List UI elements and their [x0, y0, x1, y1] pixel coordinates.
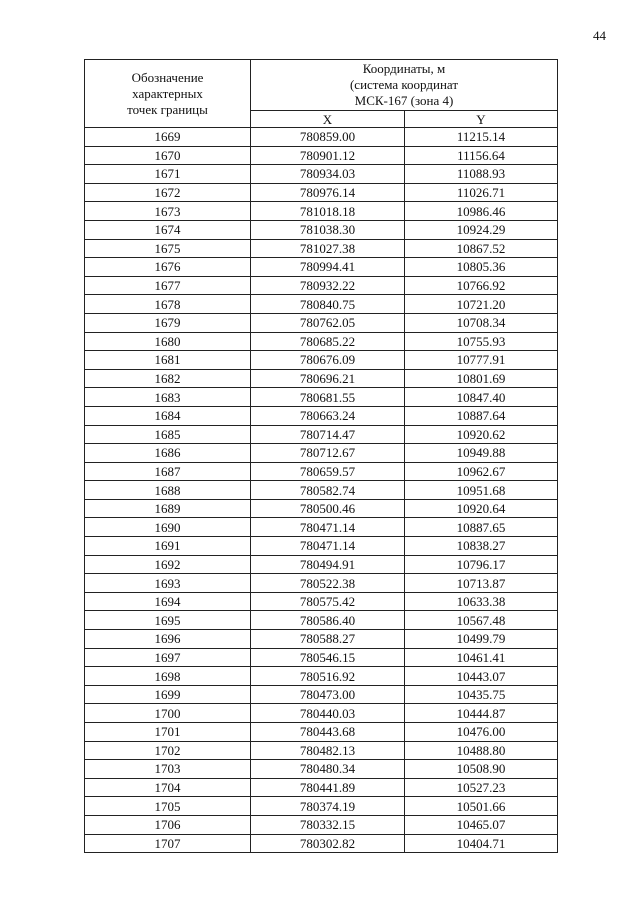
- point-number-cell: 1691: [85, 537, 251, 556]
- x-coordinate-cell: 780482.13: [251, 741, 405, 760]
- header-line: точек границы: [127, 101, 208, 117]
- table-row: [85, 723, 558, 742]
- x-coordinate-cell: 780302.82: [251, 834, 405, 853]
- point-number-cell: 1695: [85, 611, 251, 630]
- point-number-cell: 1681: [85, 351, 251, 370]
- table-row: [85, 778, 558, 797]
- y-coordinate-cell: 10962.67: [405, 462, 558, 481]
- x-coordinate-cell: 780696.21: [251, 369, 405, 388]
- x-coordinate-cell: 780663.24: [251, 406, 405, 425]
- table-row: [85, 165, 558, 184]
- point-number-cell: 1687: [85, 462, 251, 481]
- table-row: [85, 834, 558, 853]
- point-number-cell: 1670: [85, 146, 251, 165]
- y-coordinate-cell: 10755.93: [405, 332, 558, 351]
- x-coordinate-cell: 780516.92: [251, 667, 405, 686]
- header-row: [85, 60, 558, 111]
- y-coordinate-cell: 11088.93: [405, 165, 558, 184]
- x-coordinate-cell: 780494.91: [251, 555, 405, 574]
- y-column-header: Y: [405, 111, 558, 128]
- table-row: [85, 128, 558, 147]
- point-number-cell: 1692: [85, 555, 251, 574]
- x-coordinate-cell: 780480.34: [251, 760, 405, 779]
- x-coordinate-cell: 780586.40: [251, 611, 405, 630]
- x-coordinate-cell: 780332.15: [251, 815, 405, 834]
- point-number-cell: 1705: [85, 797, 251, 816]
- y-coordinate-cell: 10920.64: [405, 499, 558, 518]
- point-number-cell: 1696: [85, 630, 251, 649]
- y-coordinate-cell: 11026.71: [405, 183, 558, 202]
- point-number-cell: 1685: [85, 425, 251, 444]
- header-line: Обозначение: [131, 69, 204, 85]
- point-number-cell: 1704: [85, 778, 251, 797]
- x-column-header: X: [251, 111, 405, 128]
- table-row: [85, 220, 558, 239]
- table-row: [85, 369, 558, 388]
- point-number-cell: 1697: [85, 648, 251, 667]
- point-number-cell: 1676: [85, 258, 251, 277]
- table-row: [85, 481, 558, 500]
- point-number-cell: 1698: [85, 667, 251, 686]
- table-row: [85, 667, 558, 686]
- table-row: [85, 611, 558, 630]
- table-row: [85, 351, 558, 370]
- y-coordinate-cell: 10847.40: [405, 388, 558, 407]
- x-coordinate-cell: 780659.57: [251, 462, 405, 481]
- y-coordinate-cell: 10465.07: [405, 815, 558, 834]
- y-coordinate-cell: 10461.41: [405, 648, 558, 667]
- table-row: [85, 313, 558, 332]
- x-coordinate-cell: 780443.68: [251, 723, 405, 742]
- table-row: [85, 797, 558, 816]
- x-coordinate-cell: 780934.03: [251, 165, 405, 184]
- point-number-cell: 1673: [85, 202, 251, 221]
- table-row: [85, 592, 558, 611]
- table-row: [85, 444, 558, 463]
- y-coordinate-cell: 10443.07: [405, 667, 558, 686]
- y-coordinate-cell: 10567.48: [405, 611, 558, 630]
- header-line: характерных: [132, 85, 203, 101]
- point-number-cell: 1694: [85, 592, 251, 611]
- point-number-cell: 1684: [85, 406, 251, 425]
- point-number-cell: 1674: [85, 220, 251, 239]
- x-coordinate-cell: 781027.38: [251, 239, 405, 258]
- y-coordinate-cell: 10796.17: [405, 555, 558, 574]
- x-coordinate-cell: 780976.14: [251, 183, 405, 202]
- table-row: [85, 815, 558, 834]
- table-row: [85, 518, 558, 537]
- y-coordinate-cell: 10435.75: [405, 685, 558, 704]
- x-coordinate-cell: 780712.67: [251, 444, 405, 463]
- y-coordinate-cell: 10527.23: [405, 778, 558, 797]
- point-number-cell: 1672: [85, 183, 251, 202]
- point-number-cell: 1702: [85, 741, 251, 760]
- x-coordinate-cell: 780575.42: [251, 592, 405, 611]
- x-coordinate-cell: 781018.18: [251, 202, 405, 221]
- point-number-cell: 1689: [85, 499, 251, 518]
- point-number-cell: 1679: [85, 313, 251, 332]
- point-number-cell: 1688: [85, 481, 251, 500]
- header-line: Координаты, м: [362, 61, 446, 76]
- point-number-cell: 1682: [85, 369, 251, 388]
- point-number-cell: 1675: [85, 239, 251, 258]
- table-row: [85, 630, 558, 649]
- table-body: [85, 128, 558, 853]
- x-coordinate-cell: 780522.38: [251, 574, 405, 593]
- table-row: [85, 332, 558, 351]
- table-row: [85, 537, 558, 556]
- x-coordinate-cell: 780685.22: [251, 332, 405, 351]
- y-coordinate-cell: 10924.29: [405, 220, 558, 239]
- table-row: [85, 239, 558, 258]
- point-number-cell: 1678: [85, 295, 251, 314]
- y-coordinate-cell: 10838.27: [405, 537, 558, 556]
- y-coordinate-cell: 10404.71: [405, 834, 558, 853]
- table-header: [85, 60, 558, 128]
- y-coordinate-cell: 11156.64: [405, 146, 558, 165]
- table-row: [85, 741, 558, 760]
- y-coordinate-cell: 10951.68: [405, 481, 558, 500]
- table-row: [85, 295, 558, 314]
- x-coordinate-cell: 780440.03: [251, 704, 405, 723]
- x-coordinate-cell: 780546.15: [251, 648, 405, 667]
- x-coordinate-cell: 780901.12: [251, 146, 405, 165]
- point-number-cell: 1680: [85, 332, 251, 351]
- x-coordinate-cell: 780473.00: [251, 685, 405, 704]
- point-number-cell: 1669: [85, 128, 251, 147]
- x-coordinate-cell: 780588.27: [251, 630, 405, 649]
- y-coordinate-cell: 10867.52: [405, 239, 558, 258]
- table-row: [85, 146, 558, 165]
- point-number-cell: 1693: [85, 574, 251, 593]
- point-number-cell: 1701: [85, 723, 251, 742]
- x-coordinate-cell: 780932.22: [251, 276, 405, 295]
- point-number-cell: 1699: [85, 685, 251, 704]
- table-row: [85, 406, 558, 425]
- table-row: [85, 685, 558, 704]
- x-coordinate-cell: 780441.89: [251, 778, 405, 797]
- table-row: [85, 704, 558, 723]
- y-coordinate-cell: 10508.90: [405, 760, 558, 779]
- header-line: МСК-167 (зона 4): [354, 93, 454, 108]
- x-coordinate-cell: 780582.74: [251, 481, 405, 500]
- y-coordinate-cell: 10713.87: [405, 574, 558, 593]
- table-row: [85, 760, 558, 779]
- table-row: [85, 574, 558, 593]
- y-coordinate-cell: 10805.36: [405, 258, 558, 277]
- x-coordinate-cell: 780471.14: [251, 518, 405, 537]
- coordinates-header: [251, 60, 558, 111]
- x-coordinate-cell: 780500.46: [251, 499, 405, 518]
- header-line: (система координат: [349, 77, 459, 92]
- y-coordinate-cell: 10501.66: [405, 797, 558, 816]
- x-coordinate-cell: 780762.05: [251, 313, 405, 332]
- point-designation-header: [85, 60, 251, 128]
- y-coordinate-cell: 10887.64: [405, 406, 558, 425]
- y-coordinate-cell: 10801.69: [405, 369, 558, 388]
- y-coordinate-cell: 10499.79: [405, 630, 558, 649]
- x-coordinate-cell: 780859.00: [251, 128, 405, 147]
- x-coordinate-cell: 780681.55: [251, 388, 405, 407]
- point-number-cell: 1677: [85, 276, 251, 295]
- table-row: [85, 276, 558, 295]
- y-coordinate-cell: 10633.38: [405, 592, 558, 611]
- point-number-cell: 1671: [85, 165, 251, 184]
- table-row: [85, 388, 558, 407]
- y-coordinate-cell: 10766.92: [405, 276, 558, 295]
- point-number-cell: 1703: [85, 760, 251, 779]
- table-row: [85, 555, 558, 574]
- table-row: [85, 462, 558, 481]
- x-coordinate-cell: 780374.19: [251, 797, 405, 816]
- y-coordinate-cell: 10777.91: [405, 351, 558, 370]
- table-row: [85, 258, 558, 277]
- point-number-cell: 1690: [85, 518, 251, 537]
- y-coordinate-cell: 10721.20: [405, 295, 558, 314]
- y-coordinate-cell: 11215.14: [405, 128, 558, 147]
- y-coordinate-cell: 10986.46: [405, 202, 558, 221]
- table-row: [85, 499, 558, 518]
- x-coordinate-cell: 780714.47: [251, 425, 405, 444]
- x-coordinate-cell: 780840.75: [251, 295, 405, 314]
- y-coordinate-cell: 10476.00: [405, 723, 558, 742]
- coordinates-table: [84, 59, 558, 853]
- point-number-cell: 1683: [85, 388, 251, 407]
- x-coordinate-cell: 780994.41: [251, 258, 405, 277]
- point-number-cell: 1706: [85, 815, 251, 834]
- table-row: [85, 425, 558, 444]
- y-coordinate-cell: 10488.80: [405, 741, 558, 760]
- y-coordinate-cell: 10920.62: [405, 425, 558, 444]
- y-coordinate-cell: 10444.87: [405, 704, 558, 723]
- table-row: [85, 183, 558, 202]
- point-number-cell: 1707: [85, 834, 251, 853]
- page-number: 44: [593, 28, 606, 43]
- y-coordinate-cell: 10887.65: [405, 518, 558, 537]
- table-row: [85, 202, 558, 221]
- x-coordinate-cell: 780676.09: [251, 351, 405, 370]
- y-coordinate-cell: 10708.34: [405, 313, 558, 332]
- x-coordinate-cell: 781038.30: [251, 220, 405, 239]
- point-number-cell: 1686: [85, 444, 251, 463]
- point-number-cell: 1700: [85, 704, 251, 723]
- x-coordinate-cell: 780471.14: [251, 537, 405, 556]
- table-row: [85, 648, 558, 667]
- y-coordinate-cell: 10949.88: [405, 444, 558, 463]
